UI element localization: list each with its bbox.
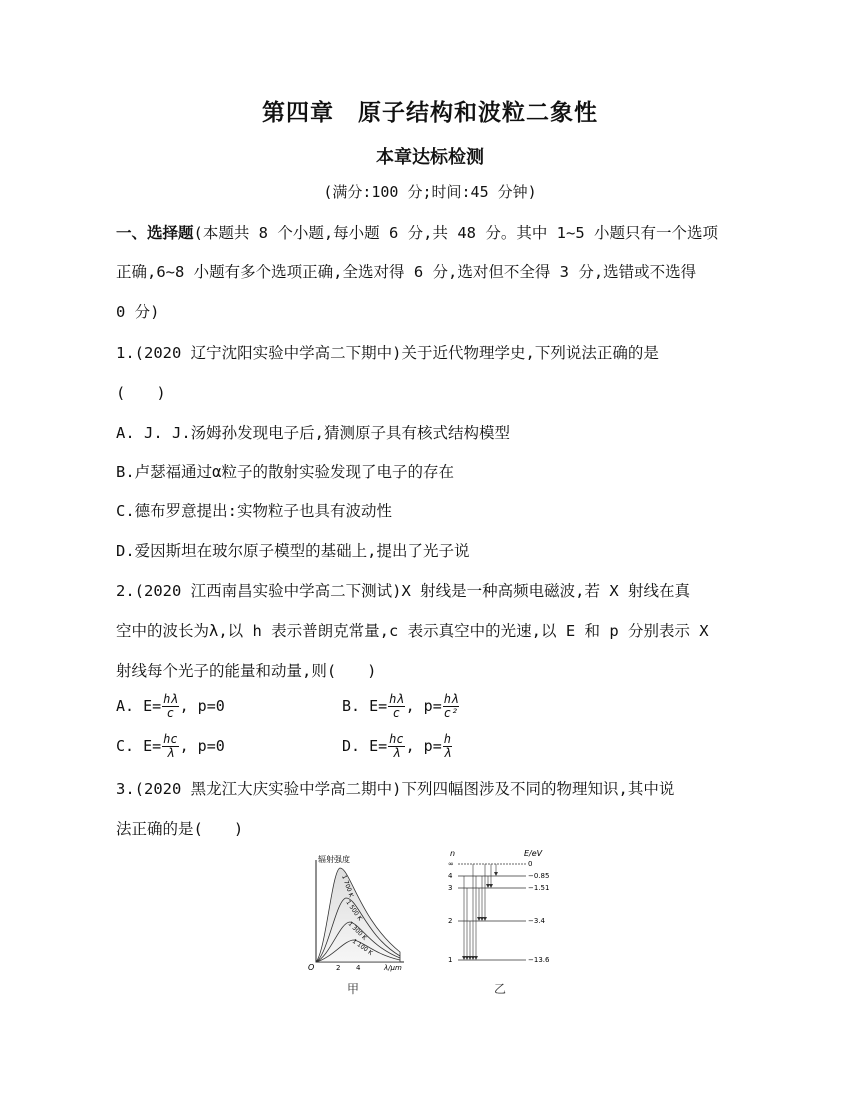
q1-stem-line1: 1.(2020 辽宁沈阳实验中学高二下期中)关于近代物理学史,下列说法正确的是: [116, 344, 659, 362]
level-n-2: 2: [448, 917, 453, 925]
q2-option-d-label: D. E=: [342, 737, 388, 755]
fraction-denominator: c: [166, 706, 174, 720]
n-label: n: [450, 849, 456, 858]
fraction-denominator: λ: [443, 746, 451, 760]
fraction: [388, 693, 404, 720]
x-tick-4: 4: [356, 964, 361, 972]
origin-label: O: [308, 963, 315, 972]
section1-heading: 一、选择题: [116, 224, 194, 242]
exam-meta: (满分:100 分;时间:45 分钟): [323, 183, 537, 201]
q3-stem-line1: 3.(2020 黑龙江大庆实验中学高二期中)下列四幅图涉及不同的物理知识,其中说: [116, 780, 675, 798]
q1-option-a: A. J. J.汤姆孙发现电子后,猜测原子具有核式结构模型: [116, 424, 510, 442]
q2-option-c-label: C. E=: [116, 737, 162, 755]
level-e-2: −3.4: [528, 917, 545, 925]
x-tick-2: 2: [336, 964, 341, 972]
fraction: [388, 733, 404, 760]
level-n-inf: ∞: [448, 860, 454, 868]
level-e-4: −0.85: [528, 872, 550, 880]
q2-option-b-label: B. E=: [342, 697, 388, 715]
level-e-3: −1.51: [528, 884, 550, 892]
fraction-denominator: λ: [392, 746, 400, 760]
q1-option-c: C.德布罗意提出:实物粒子也具有波动性: [116, 502, 392, 520]
level-n-4: 4: [448, 872, 453, 880]
e-label: E/eV: [524, 849, 543, 858]
x-axis-label: λ/μm: [384, 964, 402, 972]
curve-label-1300: 1 300 K: [346, 920, 368, 942]
figure-yi-caption: 乙: [494, 982, 507, 996]
q2-option-d-p-label: , p=: [405, 737, 442, 755]
level-e-inf: 0: [528, 860, 533, 868]
fraction: [162, 733, 178, 760]
q2-option-b: [342, 693, 460, 720]
q3-stem-line2: 法正确的是( ): [116, 820, 244, 838]
fraction-denominator: λ: [166, 746, 174, 760]
level-n-3: 3: [448, 884, 453, 892]
figure-jia-blackbody: [300, 850, 410, 980]
arrow-heads: [462, 872, 498, 960]
q2-option-d: [342, 733, 453, 760]
q2-option-c: [116, 733, 225, 760]
level-e-1: −13.6: [528, 956, 550, 964]
q1-option-b: B.卢瑟福通过α粒子的散射实验发现了电子的存在: [116, 463, 454, 481]
fraction: [443, 733, 452, 760]
curve-label-1100: 1 100 K: [350, 937, 374, 957]
section1-line1: [116, 221, 746, 243]
fraction-numerator: hc: [389, 732, 404, 746]
fraction-numerator: hλ: [389, 692, 404, 706]
fraction-numerator: hλ: [443, 692, 459, 706]
level-n-1: 1: [448, 956, 453, 964]
section-subtitle: 本章达标检测: [376, 147, 484, 168]
q2-stem-line2: 空中的波长为λ,以 h 表示普朗克常量,c 表示真空中的光速,以 E 和 p 分别表示 X: [116, 622, 709, 640]
chapter-title: 第四章 原子结构和波粒二象性: [262, 100, 598, 126]
q1-option-d: D.爱因斯坦在玻尔原子模型的基础上,提出了光子说: [116, 542, 470, 560]
fraction-denominator: c²: [443, 706, 459, 720]
fraction-numerator: hλ: [163, 692, 178, 706]
fraction-numerator: h: [443, 732, 451, 746]
section1-text1: (本题共 8 个小题,每小题 6 分,共 48 分。其中 1~5 小题只有一个选项: [193, 224, 718, 242]
q2-option-a-label: A. E=: [116, 697, 162, 715]
figure-yi-energy-levels: [444, 846, 564, 974]
section1-line2: 正确,6~8 小题有多个选项正确,全选对得 6 分,选对但不全得 3 分,选错或不选得: [116, 263, 697, 281]
q2-option-b-p-label: , p=: [405, 697, 442, 715]
q2-stem-line3: 射线每个光子的能量和动量,则( ): [116, 662, 377, 680]
fraction: [162, 693, 178, 720]
curve-label-1700: 1 700 K: [340, 874, 355, 899]
q1-stem-line2: ( ): [116, 384, 166, 402]
y-axis-label: 辐射强度: [318, 855, 350, 864]
q2-option-a: [116, 693, 225, 720]
figure-jia-caption: 甲: [347, 982, 360, 996]
q2-stem-line1: 2.(2020 江西南昌实验中学高二下测试)X 射线是一种高频电磁波,若 X 射线在真: [116, 582, 690, 600]
q2-option-a-p: , p=0: [179, 697, 225, 715]
q2-option-c-p: , p=0: [179, 737, 225, 755]
fraction-numerator: hc: [163, 732, 178, 746]
section1-line3: 0 分): [116, 303, 160, 321]
curve-label-1500: 1 500 K: [344, 899, 364, 923]
fraction-denominator: c: [392, 706, 400, 720]
fraction: [443, 693, 459, 720]
transition-arrows: [464, 864, 496, 958]
